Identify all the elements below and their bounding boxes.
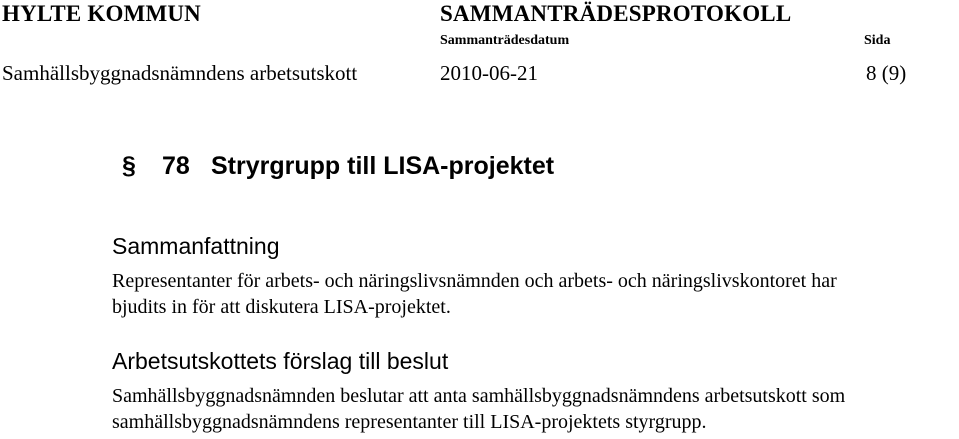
page-number: 8 (9) — [866, 61, 907, 85]
document-type-title: SAMMANTRÄDESPROTOKOLL — [440, 1, 792, 26]
summary-heading: Sammanfattning — [112, 233, 280, 259]
meeting-date-label: Sammanträdesdatum — [440, 33, 570, 48]
proposal-heading: Arbetsutskottets förslag till beslut — [112, 348, 449, 374]
meeting-date: 2010-06-21 — [440, 61, 538, 85]
committee-name: Samhällsbyggnadsnämndens arbetsutskott — [2, 61, 358, 85]
summary-line: bjudits in för att diskutera LISA-projektet. — [112, 296, 451, 318]
section-title: Stryrgrupp till LISA-projektet — [211, 152, 555, 180]
section-number: 78 — [162, 152, 190, 180]
page-label: Sida — [864, 33, 891, 48]
proposal-line: Samhällsbyggnadsnämnden beslutar att anta samhällsbyggnadsnämndens arbetsutskott som — [112, 385, 846, 407]
summary-line: Representanter för arbets- och näringslivsnämnden och arbets- och näringslivskontoret har — [112, 270, 837, 292]
proposal-line: samhällsbyggnadsnämndens representanter till LISA-projektets styrgrupp. — [112, 411, 707, 433]
paragraph-sign: § — [122, 152, 136, 180]
organization-name: HYLTE KOMMUN — [2, 1, 201, 26]
